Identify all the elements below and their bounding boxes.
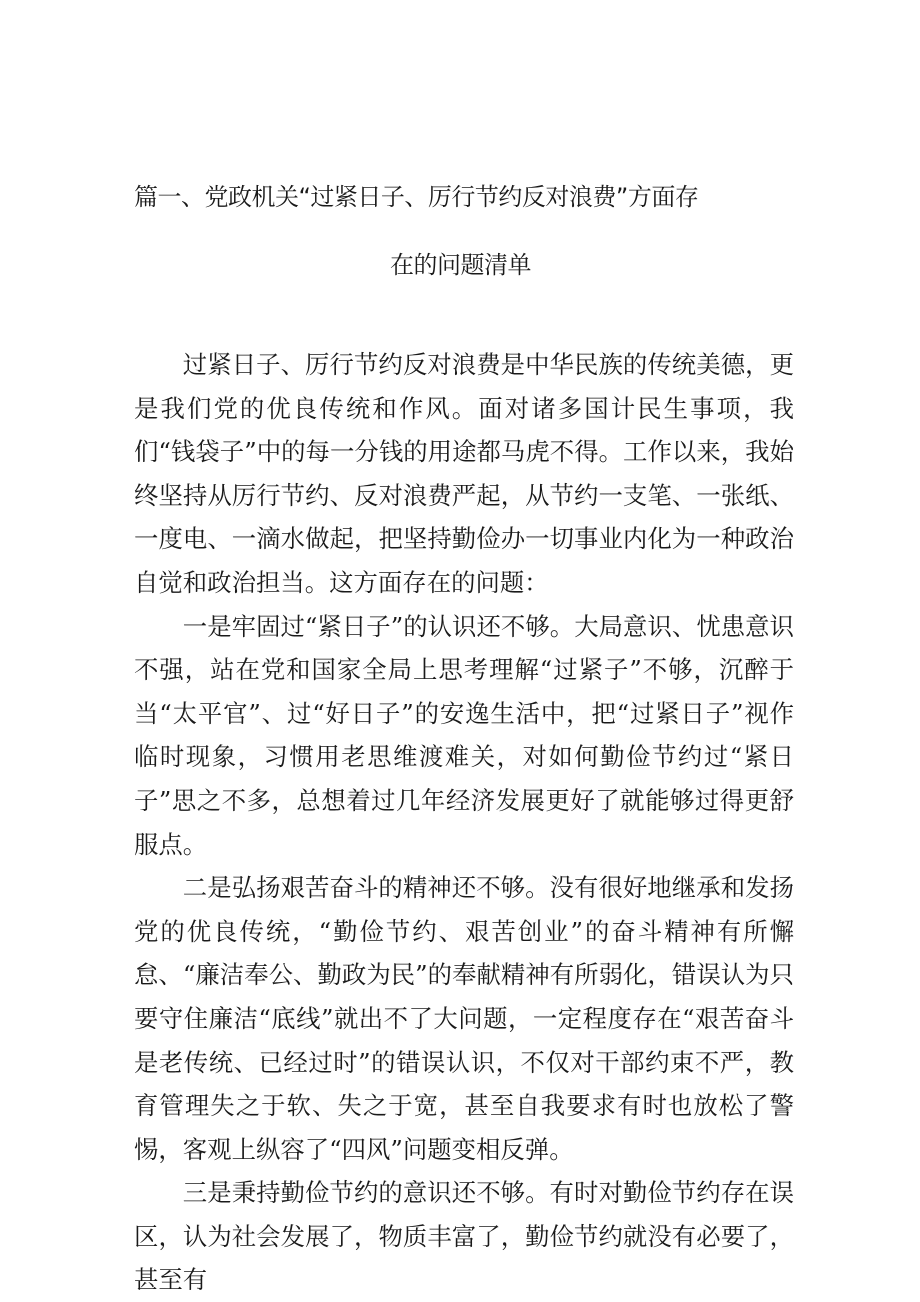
document-title-line-2: 在的问题清单: [390, 251, 531, 279]
body-paragraph-1: 一是牢固过“紧日子”的认识还不够。大局意识、忧患意识不强，站在党和国家全局上思考理解“过紧子”不够，沉醉于当“太平官”、过“好日子”的安逸生活中，把“过紧日子”视作临时现象，习惯用老思维渡难关，对如何勤俭节约过“紧日子”思之不多，总想着过几年经济发展更好了就能够过得更舒服点。: [134, 611, 794, 859]
body-paragraph-3: 三是秉持勤俭节约的意识还不够。有时对勤俭节约存在误区，认为社会发展了，物质丰富了，勤俭节约就没有必要了，甚至有: [134, 1178, 794, 1295]
document-body: [134, 343, 794, 1302]
body-paragraph-2: 二是弘扬艰苦奋斗的精神还不够。没有很好地继承和发扬党的优良传统，“勤俭节约、艰苦创业”的奋斗精神有所懈怠、“廉洁奉公、勤政为民”的奉献精神有所弱化，错误认为只要守住廉洁“底线”就出不了大问题，一定程度存在“艰苦奋斗是老传统、已经过时”的错误认识，不仅对干部约束不严，教育管理失之于软、失之于宽，甚至自我要求有时也放松了警惕，客观上纵容了“四风”问题变相反弹。: [134, 873, 794, 1164]
body-paragraph-intro: 过紧日子、厉行节约反对浪费是中华民族的传统美德，更是我们党的优良传统和作风。面对诸多国计民生事项，我们“钱袋子”中的每一分钱的用途都马虎不得。工作以来，我始终坚持从厉行节约、反对浪费严起，从节约一支笔、一张纸、一度电、一滴水做起，把坚持勤俭办一切事业内化为一种政治自觉和政治担当。这方面存在的问题：: [134, 350, 794, 597]
document-title-line-1: 篇一、党政机关“过紧日子、厉行节约反对浪费”方面存: [134, 183, 699, 211]
